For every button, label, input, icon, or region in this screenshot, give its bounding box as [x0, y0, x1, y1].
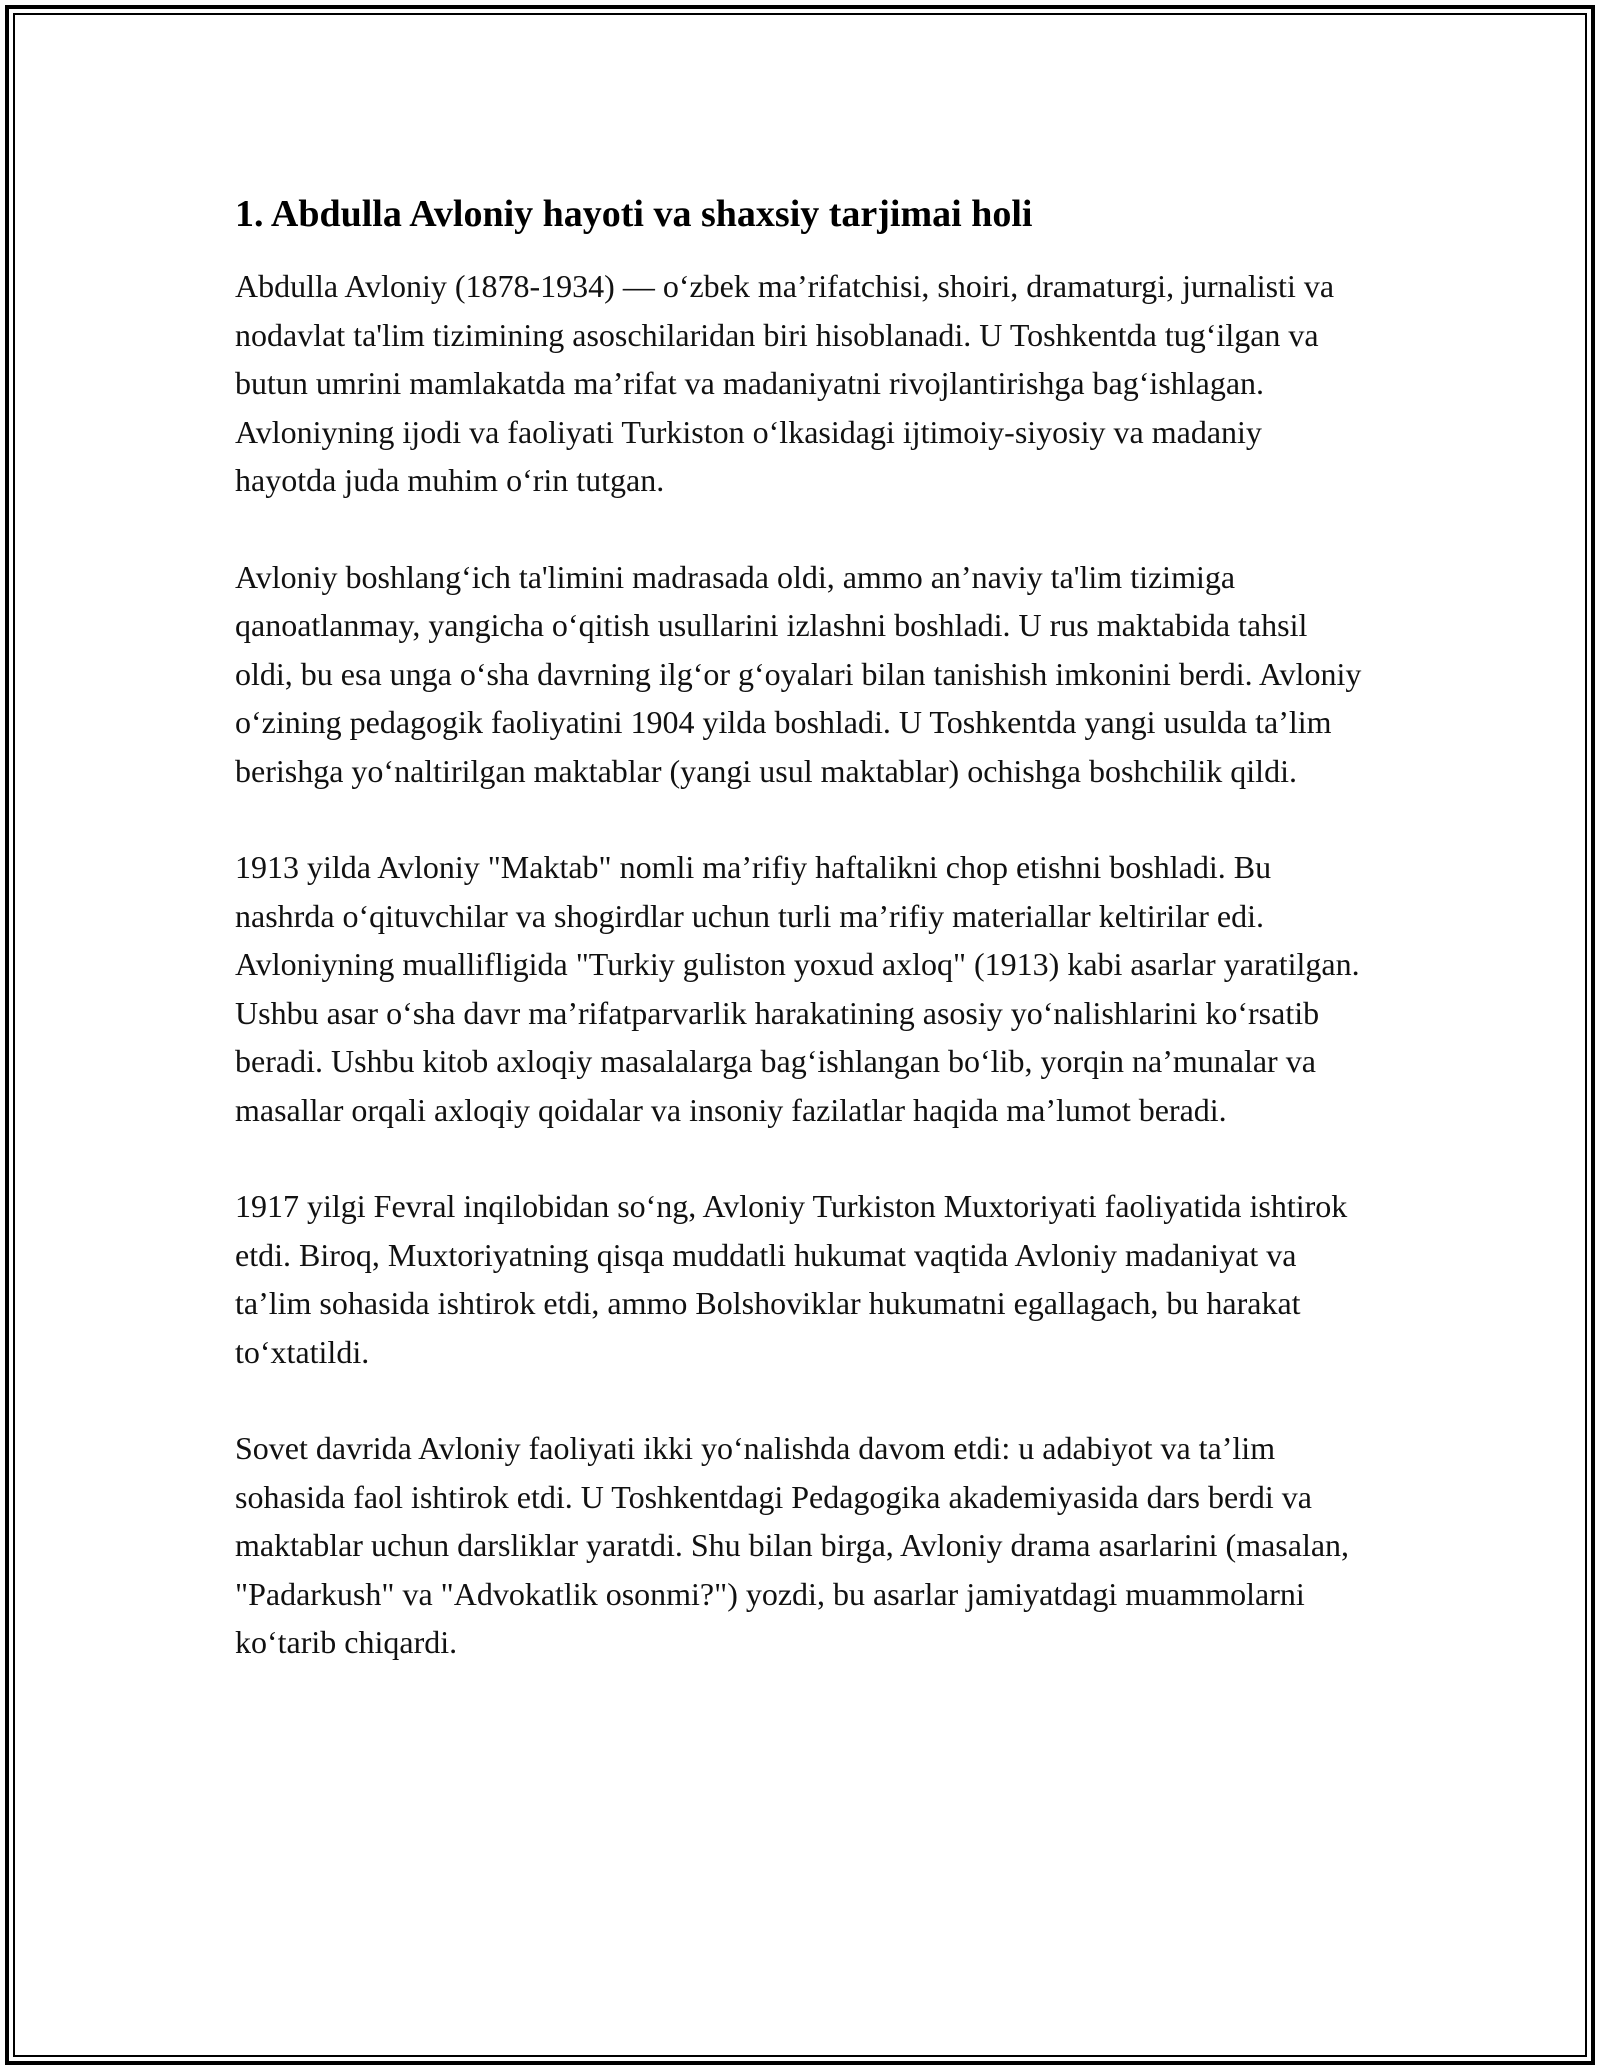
paragraph-education: Avloniy boshlang‘ich ta'limini madrasada oldi, ammo an’naviy ta'lim tizimiga qanoatlanmay, yangicha o‘qitish usullarini izlashni boshladi. U rus maktabida tahsil oldi, bu esa unga o‘sha davrning ilg‘or g‘oyalari bilan tanishish imkonini berdi. Avloniy o‘zining pedagogik faoliyatini 1904 yilda boshladi. U Toshkentda yangi usulda ta’lim berishga yo‘naltirilgan maktablar (yangi usul maktablar) ochishga boshchilik qildi.	[235, 558, 1362, 789]
document-body	[235, 186, 1365, 1715]
paragraph-february-revolution: 1917 yilgi Fevral inqilobidan so‘ng, Avloniy Turkiston Muxtoriyati faoliyatida ishtirok etdi. Biroq, Muxtoriyatning qisqa muddatli hukumat vaqtida Avloniy madaniyat va ta’lim sohasida ishtirok etdi, ammo Bolshoviklar hukumatni egallagach, bu harakat to‘xtatildi.	[235, 1188, 1348, 1370]
paragraph-soviet-period: Sovet davrida Avloniy faoliyati ikki yo‘nalishda davom etdi: u adabiyot va ta’lim sohasida faol ishtirok etdi. U Toshkentdagi Pedagogika akademiyasida dars berdi va maktablar uchun darsliklar yaratdi. Shu bilan birga, Avloniy drama asarlarini (masalan, "Padarkush" va "Advokatlik osonmi?") yozdi, bu asarlar jamiyatdagi muammolarni ko‘tarib chiqardi.	[235, 1430, 1350, 1660]
section-heading: 1. Abdulla Avloniy hayoti va shaxsiy tarjimai holi	[235, 193, 1033, 235]
paragraph-maktab-weekly: 1913 yilda Avloniy "Maktab" nomli ma’rifiy haftalikni chop etishni boshladi. Bu nashrda o‘qituvchilar va shogirdlar uchun turli ma’rifiy materiallar keltirilar edi. Avloniyning muallifligida "Turkiy guliston yoxud axloq" (1913) kabi asarlar yaratilgan. Ushbu asar o‘sha davr ma’rifatparvarlik harakatining asosiy yo‘nalishlarini ko‘rsatib beradi. Ushbu kitob axloqiy masalalarga bag‘ishlangan bo‘lib, yorqin na’munalar va masallar orqali axloqiy qoidalar va insoniy fazilatlar haqida ma’lumot beradi.	[235, 849, 1360, 1128]
paragraph-intro: Abdulla Avloniy (1878-1934) — o‘zbek ma’rifatchisi, shoiri, dramaturgi, jurnalisti va nodavlat ta'lim tizimining asoschilaridan biri hisoblanadi. U Toshkentda tug‘ilgan va butun umrini mamlakatda ma’rifat va madaniyatni rivojlantirishga bag‘ishlagan. Avloniyning ijodi va faoliyati Turkiston o‘lkasidagi ijtimoiy-siyosiy va madaniy hayotda juda muhim o‘rin tutgan.	[235, 268, 1335, 498]
